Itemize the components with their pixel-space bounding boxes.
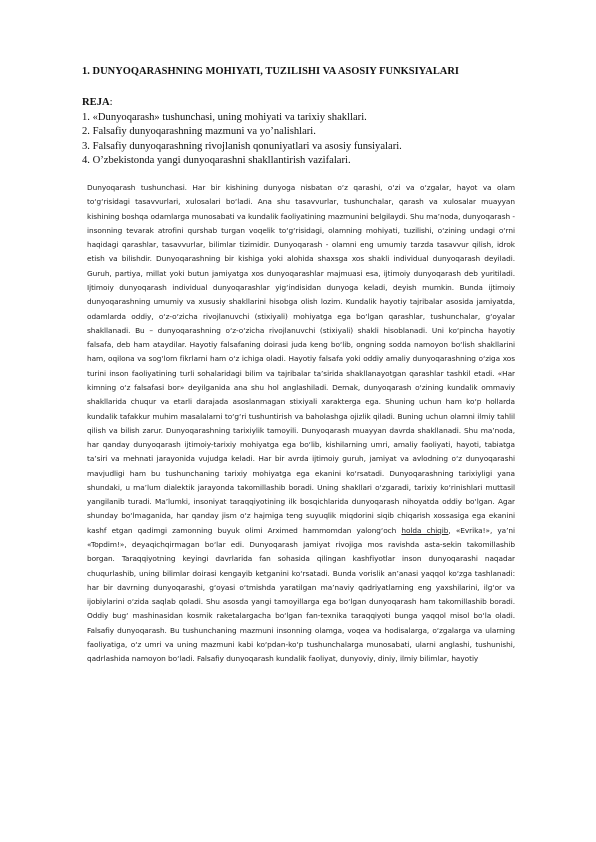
plan-heading bbox=[82, 96, 542, 111]
plan-item: 1. «Dunyoqarash» tushunchasi, uning mohiyati va tarixiy shakllari. bbox=[82, 111, 367, 123]
body-text-part-1: Dunyoqarash tushunchasi. Har bir kishining dunyoga nisbatan o‘z qarashi, o‘zi va o‘zgalar, hayot va olam to‘g‘risidagi tasavvurlari, xulosalari bo‘ladi. Ana shu tasavvurlar, tushunchalar, qarash va xulosalar muayyan kishining boshqa odamlarga munosabati va kundalik faoliyatining mazmunini belgilaydi. Shu ma’noda, dunyoqarash - insonning tevarak atrofini qurshab turgan voqelik to‘g‘risidagi, olamning mohiyati, tuzilishi, o‘zining undagi o‘rni haqidagi qarashlar, tasavvurlar, bilimlar tizimidir. Dunyoqarash - olamni eng umumiy tarzda tasavvur qilish, idrok etish va bilishdir. Dunyoqarashning bir kishiga yoki alohida shaxsga xos shakli individual dunyoqarash deyiladi. Guruh, partiya, millat yoki butun jamiyatga xos dunyoqarashlar majmuasi esa, ijtimoiy dunyoqarash deb yuritiladi. Ijtimoiy dunyoqarash individual dunyoqarashlar yig‘indisidan dunyoga keladi, deyish mumkin. Bunda ijtimoiy dunyoqarashning umumiy va xususiy shakllarini hisobga olish lozim. Kundalik hayotiy tajribalar asosida jamiyatda, odamlarda oddiy, o‘z-o‘zicha rivojlanuvchi (stixiyali) mohiyatga ega bo‘lgan qarashlar, tushunchalar, g‘oyalar shakllanadi. Bu – dunyoqarashning o‘z-o‘zicha rivojlanuvchi (stixiyali) shakli hisoblanadi. Uni ko‘pincha hayotiy falsafa, deb ham ataydilar. Hayotiy falsafaning doirasi juda keng bo‘lib, ongning sodda namoyon bo‘lish shakllarini ham, oqilona va sog‘lom fikrlarni ham o‘z ichiga oladi. Hayotiy falsafa yoki oddiy amaliy dunyoqarashning o‘ziga xos turini inson faoliyatining turli sohalaridagi bilim va tajribalar ta’sirida shakllanayotgan qarashlar tashkil etadi. «Har kimning o‘z falsafasi bor» deyilganida ana shu hol anglashiladi. Demak, dunyoqarash o‘zining kundalik ommaviy shakllarida chuqur va etarli darajada asoslanmagan stixiyali xarakterga ega. Shuning uchun ham ko‘p hollarda kundalik tafakkur muhim masalalarni to‘g‘ri tushuntirish va baholashga ojizlik qiladi. Buning uchun olamni ilmiy tahlil qilish va bilish zarur. Dunyoqarashning tarixiylik tamoyili. Dunyoqarash muayyan davrda shakllanadi. Shu ma’noda, har qanday dunyoqarash ijtimoiy-tarixiy mohiyatga ega bo‘lib, kishilarning umri, amaliy faoliyati, hayoti, tabiatga ta’siri va mehnati jarayonida vujudga keladi. Har bir avrda ijtimoiy guruh, jamiyat va avlodning o‘z dunyoqarashi mavjudligi ham bu tushunchaning tarixiy mohiyatga ega ekanini ko‘rsatadi. Dunyoqarashning tarixiyligi yana shundaki, u ma’lum dialektik jarayonda takomillashib boradi. Uning shakllari o‘zgaradi, tarixiy ko‘rinishlari muttasil yangilanib turadi. Ma’lumki, insoniyat taraqqiyotining ilk bosqichlarida dunyoqarash nihoyatda oddiy bo‘lgan. Agar shunday bo‘lmaganida, har qanday jism o‘z hajmiga teng suyuqlik miqdorini siqib chiqarish xossasiga ega ekanini kashf etgan qadimgi zamonning buyuk olimi Arximed hammomdan yalong‘och bbox=[87, 183, 515, 535]
plan-item: 3. Falsafiy dunyoqarashning rivojlanish qonuniyatlari va asosiy funsiyalari. bbox=[82, 140, 402, 152]
body-text bbox=[87, 181, 515, 667]
plan-label: REJA bbox=[82, 97, 110, 108]
underlined-link[interactable]: holda chiqib bbox=[401, 525, 449, 535]
body-text-part-2: , «Evrika!», ya’ni «Topdim!», deyaqichqirmagan bo‘lar edi. Dunyoqarash jamiyat rivojiga mos ravishda asta-sekin takomillashib borgan. Taraqqiyotning keyingi davrlarida fan sohasida qilingan kashfiyotlar inson dunyoqarashi naqadar chuqurlashib, uning bilimlar doirasi kengayib ketganini ko‘rsatadi. Bunda vorislik an’anasi yaqqol ko‘zga tashlanadi: har bir davrning dunyoqarashi, g‘oyasi o‘tmishda yaratilgan ma’naviy qadriyatlarning eng yaxshilarini, ilg‘or va ijobiylarini o‘zida saqlab qoladi. Shu asosda yangi tamoyillarga ega bo‘lgan dunyoqarash ham takomillashib boradi. Oddiy bug‘ mashinasidan kosmik raketalargacha bo‘lgan fan-texnika taraqqiyoti bunga yaqqol misol bo‘la oladi. Falsafiy dunyoqarash. Bu tushunchaning mazmuni insonning olamga, voqea va hodisalarga, o‘zgalarga va ularning faoliyatiga, o‘z umri va uning mazmuni kabi ko‘pdan-ko‘p tushunchalarga munosabati, ularni anglashi, tushunishi, qadrlashida namoyon bo‘ladi. Falsafiy dunyoqarash kundalik faoliyat, dunyoviy, diniy, ilmiy bilimlar, hayotiy bbox=[87, 525, 516, 664]
plan-section bbox=[82, 96, 542, 169]
plan-item: 4. O’zbekistonda yangi dunyoqarashni shakllantirish vazifalari. bbox=[82, 155, 351, 166]
plan-label-colon: : bbox=[109, 97, 113, 108]
plan-item: 2. Falsafiy dunyoqarashning mazmuni va yo’nalishlari. bbox=[82, 126, 316, 137]
body-paragraph bbox=[87, 181, 515, 667]
document-title: 1. DUNYOQARASHNING MOHIYATI, TUZILISHI VA ASOSIY FUNKSIYALARI bbox=[82, 66, 460, 77]
